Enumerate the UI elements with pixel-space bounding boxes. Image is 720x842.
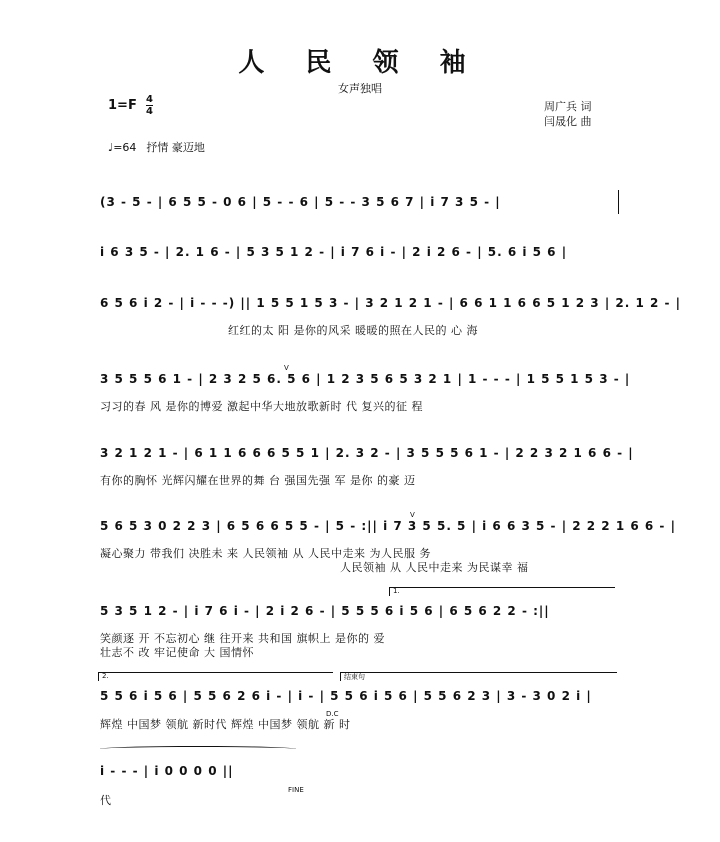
- key-signature: 1=F: [108, 98, 137, 113]
- song-subtitle: 女声独唱: [338, 82, 382, 95]
- tie-arc: [100, 746, 296, 752]
- mood-marking: 抒情 豪迈地: [146, 141, 205, 154]
- lyrics-row-5: 有你的胸怀 光辉闪耀在世界的舞 台 强国先强 军 是你 的豪 迈: [100, 474, 416, 487]
- lyrics-row-3: 红红的太 阳 是你的风采 暖暖的照在人民的 心 海: [228, 324, 478, 337]
- notation-row-7: 5 3 5 1 2 - | i 7 6 i - | 2 i 2 6 - | 5 5 5 6 i 5 6 | 6 5 6 2 2 - :||: [100, 604, 550, 618]
- lyrics-row-4: 习习的春 风 是你的博爱 激起中华大地放歌新时 代 复兴的征 程: [100, 400, 423, 413]
- composer-credit: 闫晟化 曲: [544, 115, 592, 128]
- volta-2: [98, 672, 333, 681]
- tempo-marking: [108, 139, 205, 155]
- notation-row-5: 3 2 1 2 1 - | 6 1 1 6 6 6 5 5 1 | 2. 3 2 - | 3 5 5 5 6 1 - | 2 2 3 2 1 6 6 - |: [100, 446, 634, 460]
- time-signature-top: 4: [146, 94, 153, 105]
- coda-label: 结束句: [344, 673, 365, 681]
- time-signature-bottom: 4: [146, 106, 153, 117]
- volta-2-label: 2.: [102, 672, 109, 680]
- lyrics-row-6: 凝心聚力 带我们 决胜未 来 人民领袖 从 人民中走来 为人民服 务: [100, 547, 431, 560]
- notation-row-6: 5 6 5 3 0 2 2 3 | 6 5 6 6 5 5 - | 5 - :|| i 7 3 5 5. 5 | i 6 6 3 5 - | 2 2 2 1 6 6 - |: [100, 519, 676, 533]
- time-signature: [146, 94, 153, 117]
- breath-mark-2: V: [410, 511, 415, 519]
- notation-row-1: (3 - 5 - | 6 5 5 - 0 6 | 5 - - 6 | 5 - - 3 5 6 7 | i 7 3 5 - |: [100, 195, 501, 209]
- breath-mark: V: [284, 364, 289, 372]
- lyrics-row-8: 辉煌 中国梦 领航 新时代 辉煌 中国梦 领航 新 时: [100, 718, 351, 731]
- tempo-value: ♩=64: [108, 141, 137, 154]
- notation-row-8: 5 5 6 i 5 6 | 5 5 6 2 6 i - | i - | 5 5 6 i 5 6 | 5 5 6 2 3 | 3 - 3 0 2 i |: [100, 689, 592, 703]
- volta-1-label: 1.: [393, 587, 400, 595]
- lyrics-row-7: 笑颜逐 开 不忘初心 继 往开来 共和国 旗帜上 是你的 爱: [100, 632, 385, 645]
- volta-1: [389, 587, 615, 596]
- notation-row-4: 3 5 5 5 6 1 - | 2 3 2 5 6. 5 6 | 1 2 3 5 6 5 3 2 1 | 1 - - - | 1 5 5 1 5 3 - |: [100, 372, 631, 386]
- lyrics-row-7-verse-2: 壮志不 改 牢记使命 大 国情怀: [100, 646, 254, 659]
- notation-row-3: 6 5 6 i 2 - | i - - -) || 1 5 5 1 5 3 - | 3 2 1 2 1 - | 6 6 1 1 6 6 5 1 2 3 | 2. 1 2 - |: [100, 296, 682, 310]
- coda-bracket: [340, 672, 617, 681]
- song-title: 人 民 领 袖: [238, 48, 482, 78]
- lyrics-row-9: 代: [100, 794, 112, 807]
- notation-row-9: i - - - | i 0 0 0 0 ||: [100, 764, 234, 778]
- lyricist-credit: 周广兵 词: [544, 100, 592, 113]
- bar-line: [618, 190, 619, 214]
- notation-row-2: i 6 3 5 - | 2. 1 6 - | 5 3 5 1 2 - | i 7 6 i - | 2 i 2 6 - | 5. 6 i 5 6 |: [100, 245, 568, 259]
- fine-marking: FINE: [288, 786, 304, 794]
- dc-marking: D.C: [326, 710, 339, 718]
- lyrics-row-6-verse-2: 人民领袖 从 人民中走来 为民谋幸 福: [340, 561, 529, 574]
